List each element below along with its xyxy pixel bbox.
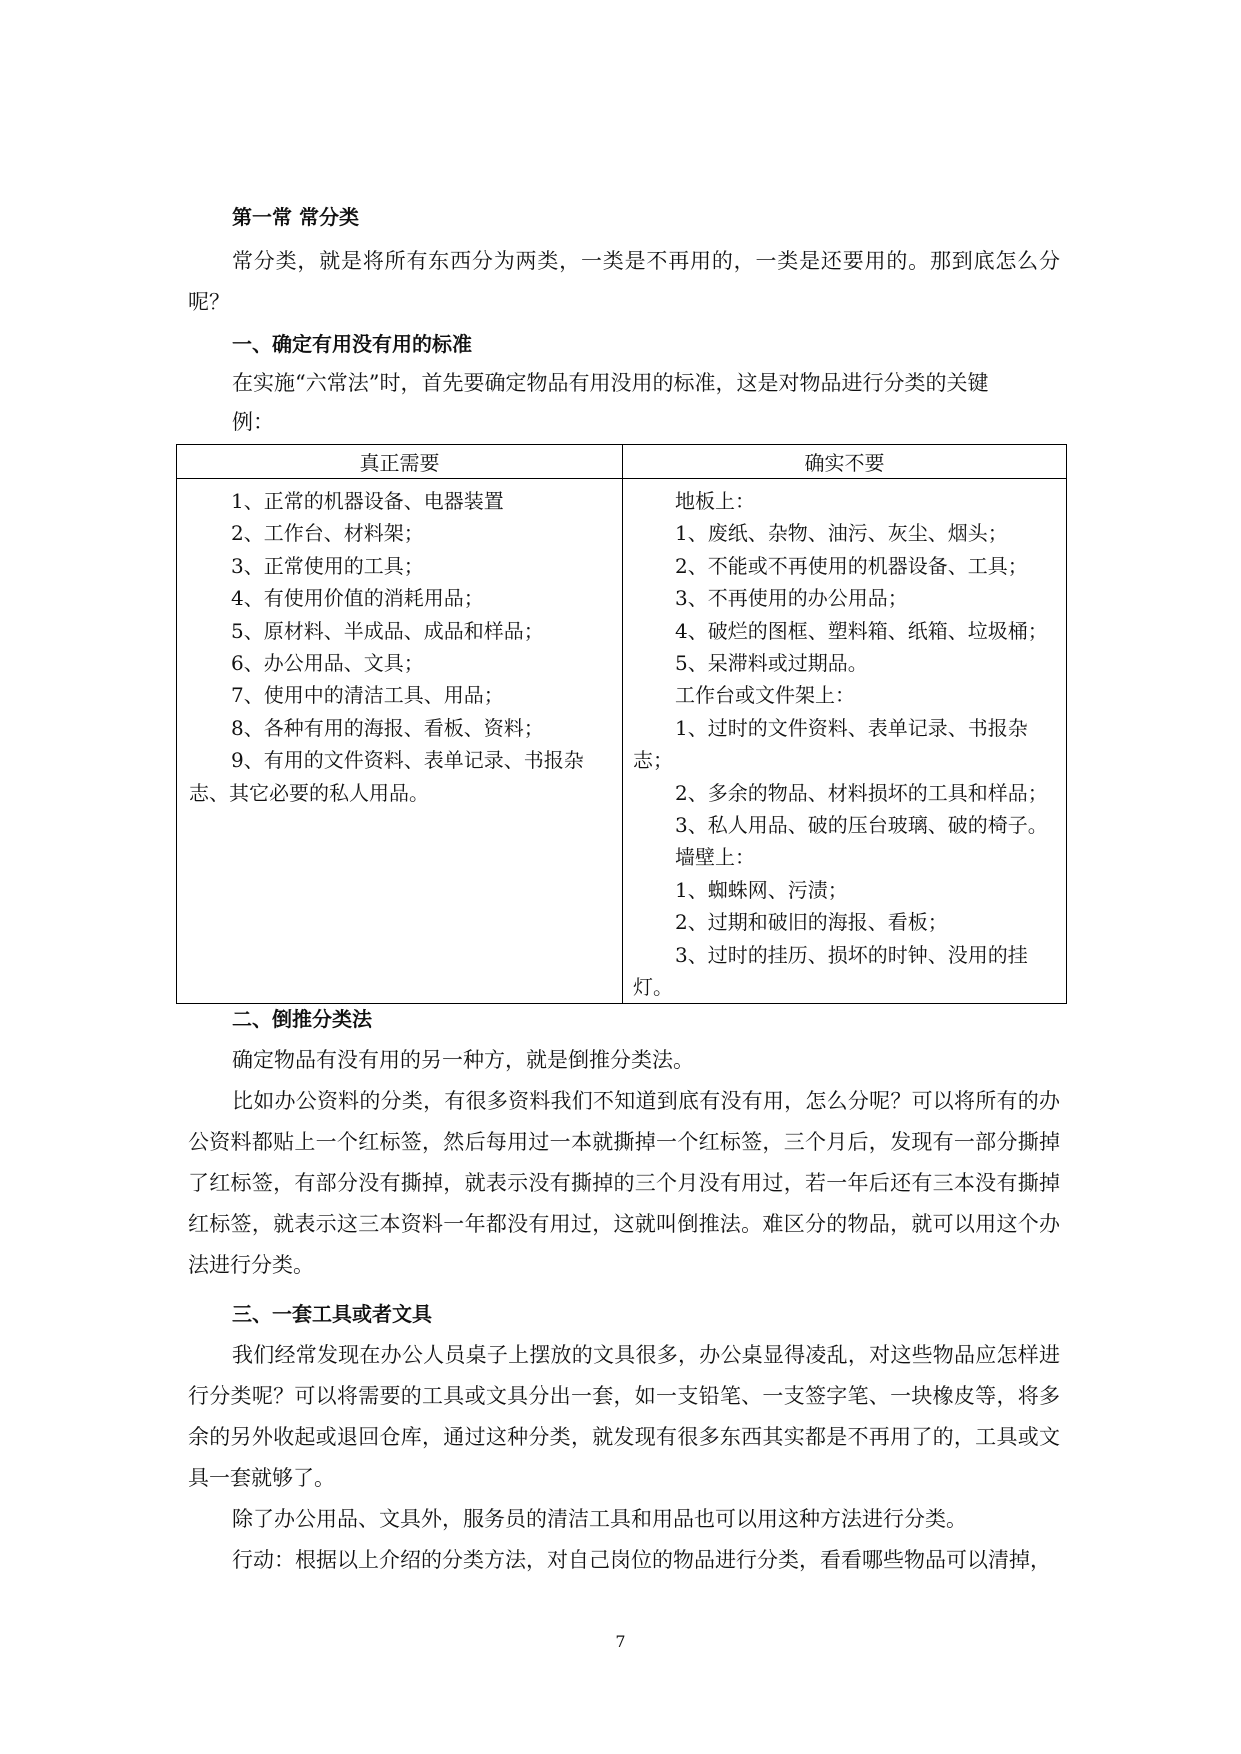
- heading-reverse-method: 二、倒推分类法: [232, 1007, 372, 1031]
- tool-set-paragraph: 我们经常发现在办公人员桌子上摆放的文具很多，办公桌显得凌乱，对这些物品应怎样进行分类呢？可以将需要的工具或文具分出一套，如一支铅笔、一支签字笔、一块橡皮等，将多余的另外收起或退回仓库，通过这种分类，就发现有很多东西其实都是不再用了的，工具或文具一套就够了。: [188, 1343, 1060, 1490]
- list-item: 3、过时的挂历、损坏的时钟、没用的挂灯。: [633, 942, 1028, 1000]
- cleaning-tools-paragraph: 除了办公用品、文具外，服务员的清洁工具和用品也可以用这种方法进行分类。: [232, 1507, 967, 1531]
- list-item: 2、不能或不再使用的机器设备、工具；: [675, 553, 1028, 578]
- list-item: 2、多余的物品、材料损坏的工具和样品；: [675, 780, 1048, 805]
- section-title: 第一常 常分类: [232, 205, 359, 229]
- list-item: 6、办公用品、文具；: [231, 651, 424, 676]
- list-item: 2、工作台、材料架；: [231, 521, 424, 546]
- group-label-floor: 地板上：: [675, 489, 755, 513]
- table-header-row: [177, 445, 1067, 479]
- list-item: 5、呆滞料或过期品。: [675, 651, 868, 676]
- list-item: 5、原材料、半成品、成品和样品；: [231, 618, 544, 643]
- list-item: 2、过期和破旧的海报、看板；: [675, 910, 948, 935]
- list-item: 4、有使用价值的消耗用品；: [231, 586, 484, 611]
- intro-paragraph: 常分类，就是将所有东西分为两类，一类是不再用的，一类是还要用的。那到底怎么分呢？: [188, 249, 1060, 314]
- reverse-method-paragraph: 比如办公资料的分类，有很多资料我们不知道到底有没有用，怎么分呢？可以将所有的办公资料都贴上一个红标签，然后每用过一本就撕掉一个红标签，三个月后，发现有一部分撕掉了红标签，有部分没有撕掉，就表示没有撕掉的三个月没有用过，若一年后还有三本没有撕掉红标签，就表示这三本资料一年都没有用过，这就叫倒推法。难区分的物品，就可以用这个办法进行分类。: [188, 1089, 1060, 1277]
- heading-tool-set: 三、一套工具或者文具: [232, 1302, 432, 1326]
- page-number: 7: [615, 1632, 626, 1651]
- list-item: 9、有用的文件资料、表单记录、书报杂志、其它必要的私人用品。: [189, 748, 584, 805]
- header-needed: 真正需要: [177, 445, 623, 479]
- action-paragraph: 行动：根据以上介绍的分类方法，对自己岗位的物品进行分类，看看哪些物品可以清掉，: [232, 1548, 1051, 1572]
- list-item: 3、私人用品、破的压台玻璃、破的椅子。: [675, 813, 1048, 838]
- heading-standard: 一、确定有用没有用的标准: [232, 332, 472, 356]
- list-item: 7、使用中的清洁工具、用品；: [231, 683, 504, 708]
- example-label: 例：: [232, 410, 274, 434]
- standard-paragraph: 在实施“六常法”时，首先要确定物品有用没用的标准，这是对物品进行分类的关键: [232, 371, 989, 395]
- group-label-workbench: 工作台或文件架上：: [675, 683, 855, 708]
- reverse-method-intro: 确定物品有没有用的另一种方，就是倒推分类法。: [232, 1048, 694, 1072]
- table-body-row: [177, 479, 1067, 1004]
- list-item: 8、各种有用的海报、看板、资料；: [231, 715, 544, 740]
- list-item: 1、废纸、杂物、油污、灰尘、烟头；: [675, 521, 1008, 546]
- unneeded-cell: [623, 479, 1067, 1004]
- list-item: 4、破烂的图框、塑料箱、纸箱、垃圾桶；: [675, 618, 1048, 643]
- list-item: 1、正常的机器设备、电器装置: [231, 489, 504, 513]
- list-item: 1、蜘蛛网、污渍；: [675, 877, 848, 902]
- group-label-wall: 墙壁上：: [675, 845, 755, 870]
- list-item: 1、过时的文件资料、表单记录、书报杂志；: [633, 715, 1028, 773]
- needed-cell: [177, 479, 623, 1004]
- list-item: 3、不再使用的办公用品；: [675, 586, 908, 611]
- list-item: 3、正常使用的工具；: [231, 553, 424, 578]
- header-unneeded: 确实不要: [623, 445, 1067, 479]
- classification-table: [176, 444, 1067, 1004]
